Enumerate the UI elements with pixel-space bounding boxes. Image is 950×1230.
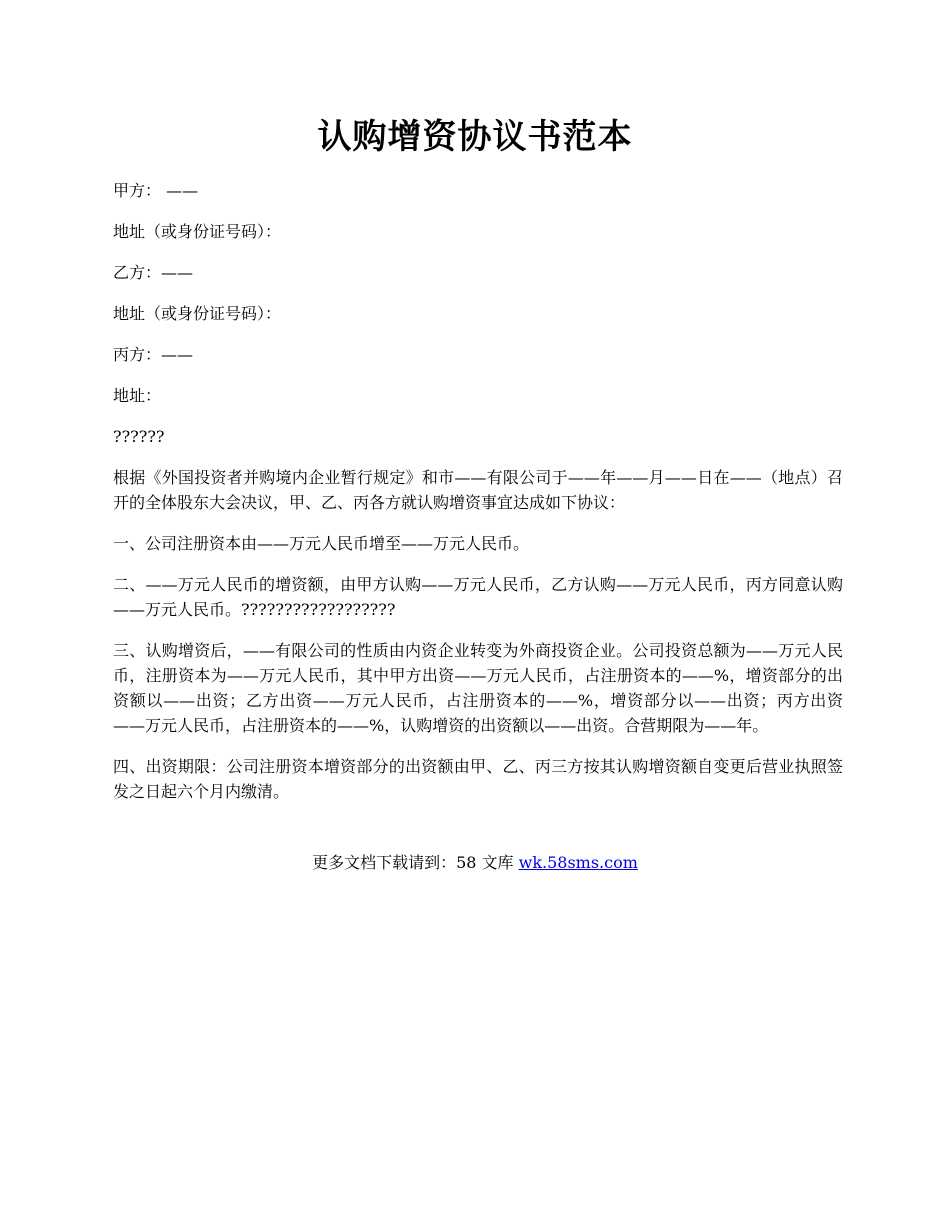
footer-download-note [0,850,950,875]
document-title: 认购增资协议书范本 [317,117,633,157]
document-body [113,178,843,820]
clause-3: 三、认购增资后，——有限公司的性质由内资企业转变为外商投资企业。公司投资总额为——万元人民币，注册资本为——万元人民币，其中甲方出资——万元人民币，占注册资本的——%，增资部分的出资额以——出资；乙方出资——万元人民币，占注册资本的——%，增资部分以——出资；丙方出资——万元人民币，占注册资本的——%，认购增资的出资额以——出资。合营期限为——年。 [113,641,843,735]
preamble-paragraph: 根据《外国投资者并购境内企业暂行规定》和市——有限公司于——年——月——日在——（地点）召开的全体股东大会决议，甲、乙、丙各方就认购增资事宜达成如下协议： [113,468,843,512]
party-a-address-line: 地址（或身份证号码）： [113,222,282,241]
footer-text: 更多文档下载请到：58 文库 [312,853,519,872]
placeholder-marks: ?????? [113,427,165,446]
party-b-line: 乙方：—— [113,263,194,282]
party-b-address-line: 地址（或身份证号码）： [113,304,282,323]
party-c-line: 丙方：—— [113,345,194,364]
footer-link[interactable]: wk.58sms.com [518,853,638,872]
party-c-address-line: 地址： [113,386,162,405]
clause-4: 四、出资期限：公司注册资本增资部分的出资额由甲、乙、丙三方按其认购增资额自变更后营业执照签发之日起六个月内缴清。 [113,757,843,801]
clause-1: 一、公司注册资本由——万元人民币增至——万元人民币。 [113,534,530,553]
party-a-line: 甲方： —— [113,181,199,200]
clause-2: 二、——万元人民币的增资额，由甲方认购——万元人民币，乙方认购——万元人民币，丙方同意认购——万元人民币。?????????????????? [113,575,843,619]
